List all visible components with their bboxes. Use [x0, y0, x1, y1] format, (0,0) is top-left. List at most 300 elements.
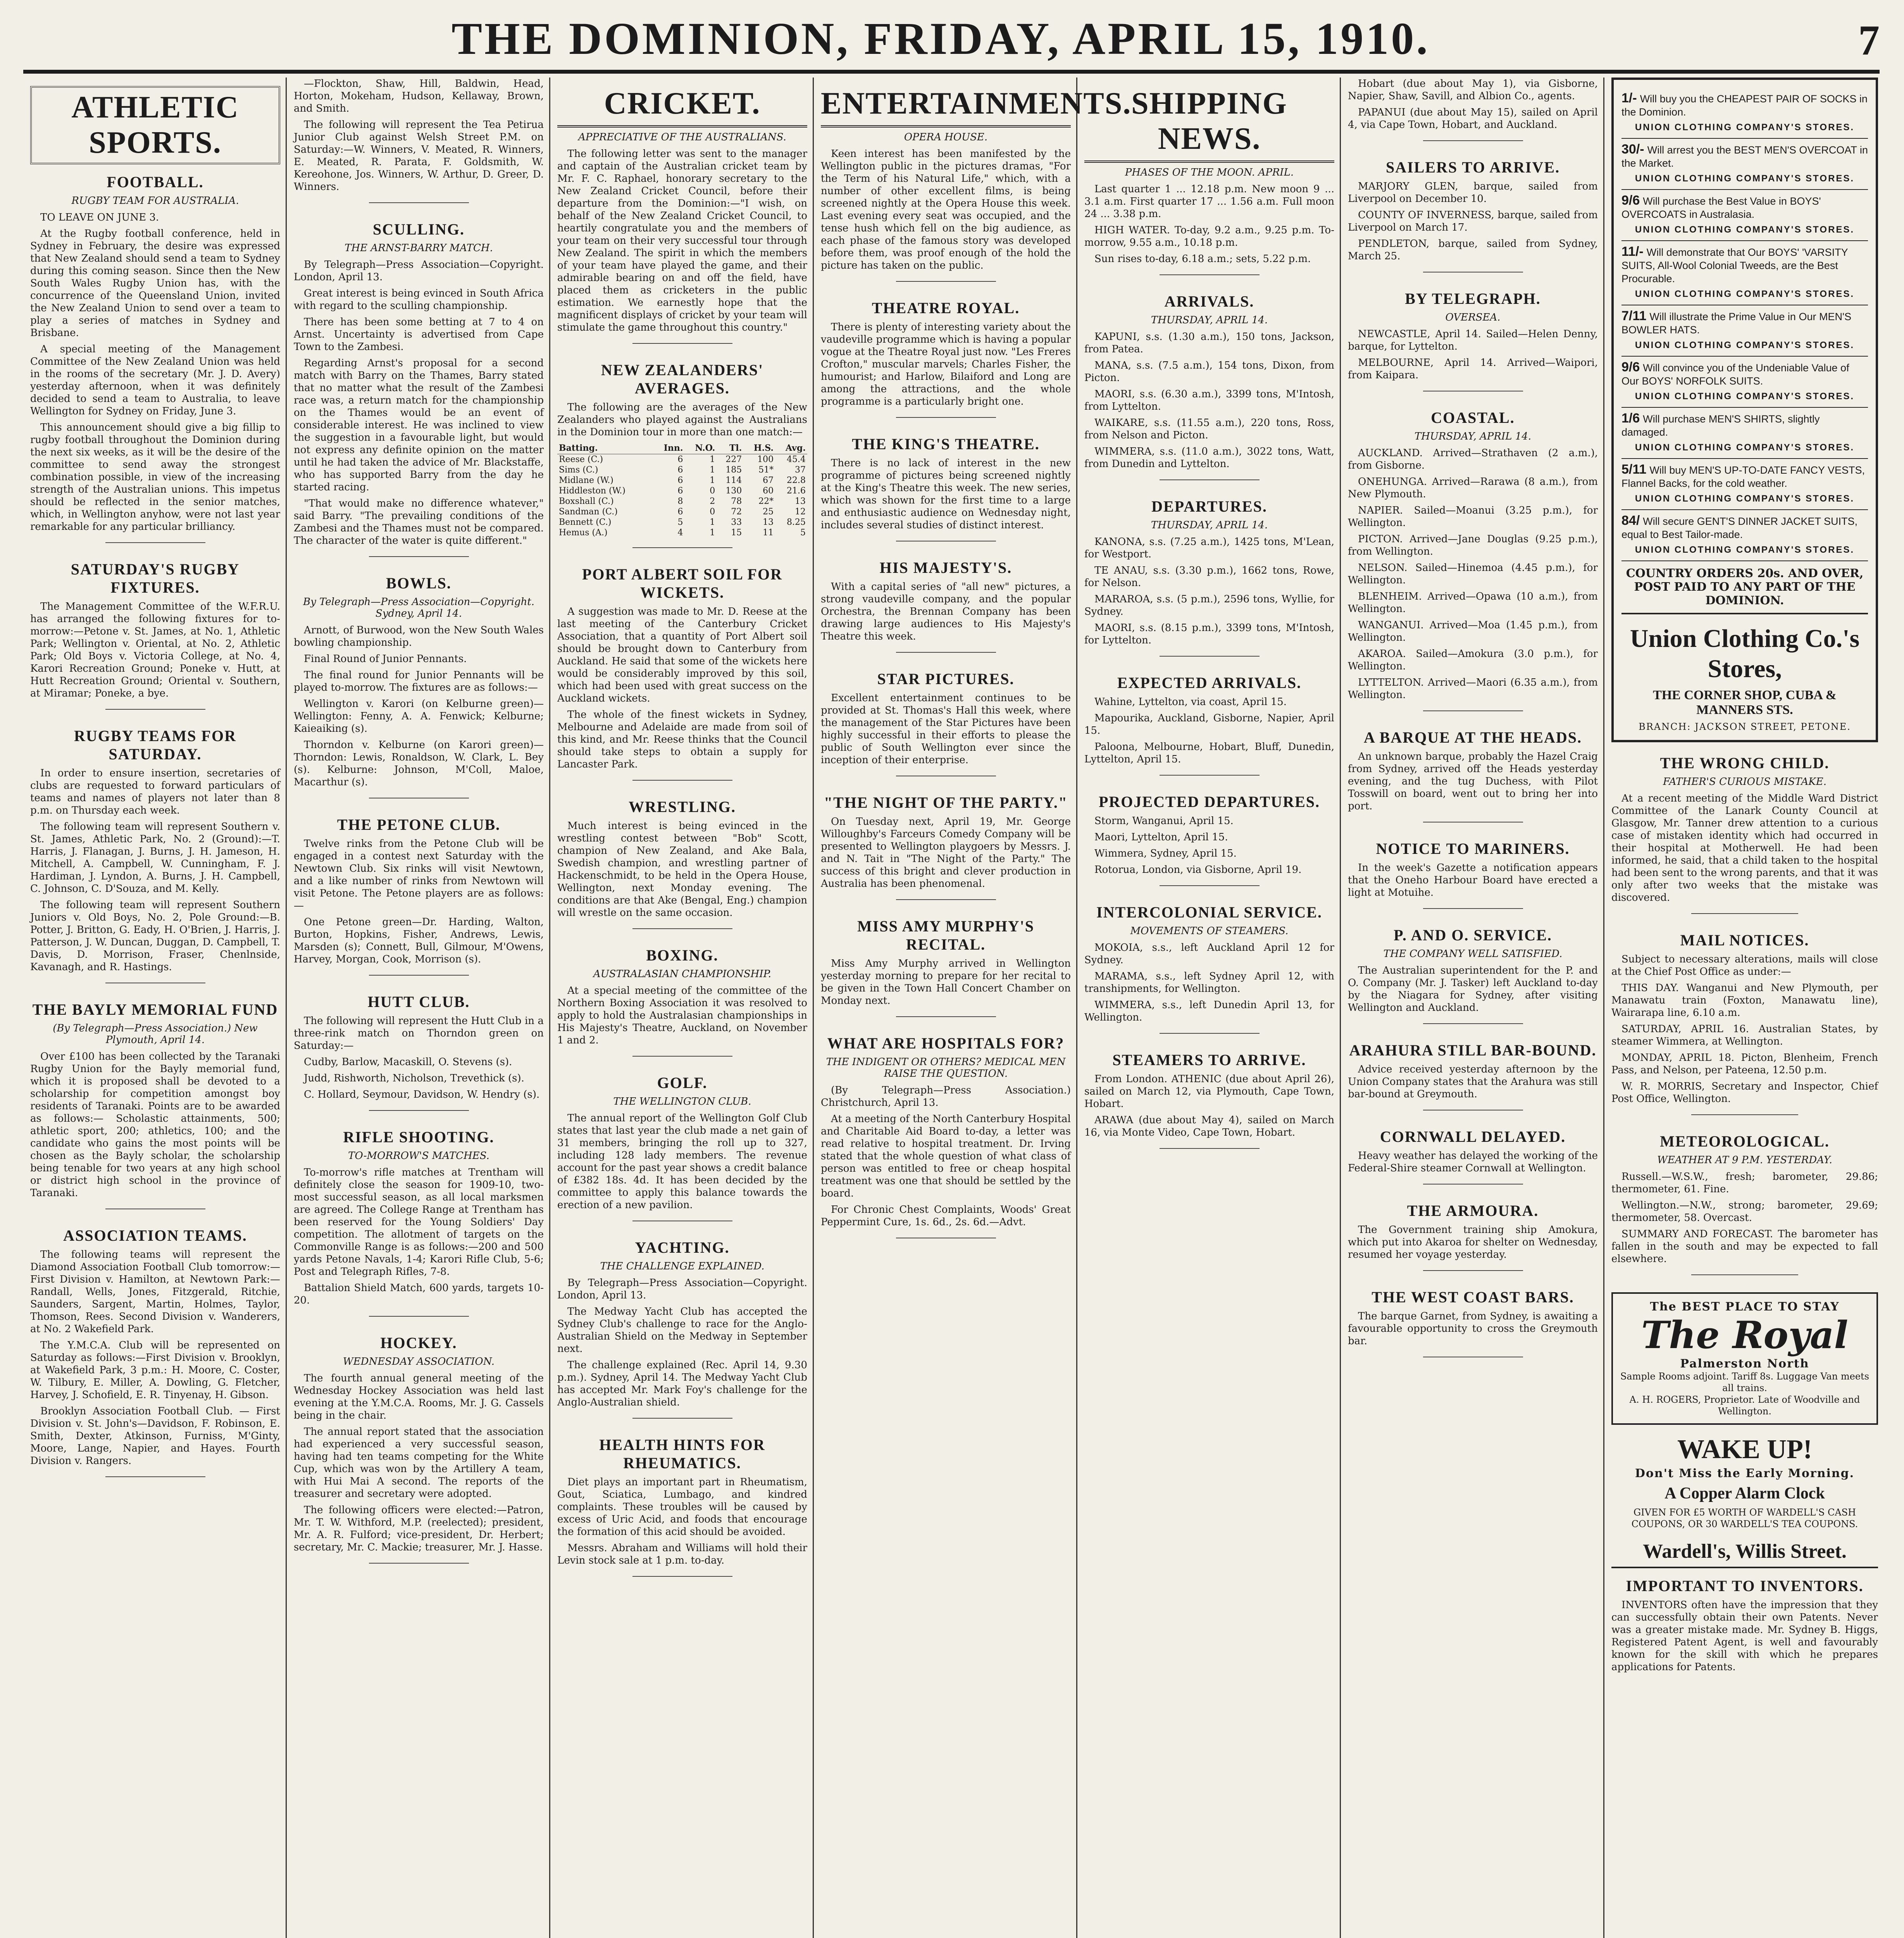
hotel-proprietor: A. H. ROGERS, Proprietor. Late of Woodville and Wellington.: [1629, 1394, 1860, 1417]
hotel-note: Sample Rooms adjoint. Tariff 8s. Luggage Van meets all trains.: [1620, 1371, 1870, 1393]
table-cell: 13: [795, 497, 806, 506]
article-intercolonial-service: [1084, 903, 1334, 1034]
article-heading: BY TELEGRAPH.: [1405, 290, 1541, 307]
table-cell: Sandman (C.): [559, 507, 618, 517]
article-paragraph: PICTON. Arrived—Jane Douglas (9.25 p.m.), from Wellington.: [1348, 533, 1598, 557]
article-paragraph: Wimmera, Sydney, April 15.: [1094, 848, 1237, 859]
article-golf: [557, 1074, 807, 1221]
table-cell: 8.25: [787, 517, 806, 527]
article-heading: A BARQUE AT THE HEADS.: [1363, 729, 1582, 746]
advert-store-tag: UNION CLOTHING COMPANY'S STORES.: [1635, 173, 1855, 184]
advert-text: Will purchase the Best Value in BOYS' OVERCOATS in Australasia.: [1621, 195, 1821, 220]
table-cell: 11: [763, 528, 774, 538]
advert-line: [1621, 459, 1868, 510]
article-heading: THE PETONE CLUB.: [337, 816, 501, 833]
article-paragraph: Battalion Shield Match, 600 yards, targets 10-20.: [294, 1282, 544, 1306]
averages-table: [557, 442, 807, 538]
article-body: [1084, 183, 1334, 265]
article-paragraph: KAPUNI, s.s. (1.30 a.m.), 150 tons, Jackson, from Patea.: [1084, 331, 1334, 355]
table-cell: 227: [725, 455, 742, 464]
article-kicker: PHASES OF THE MOON. APRIL.: [1125, 167, 1294, 178]
article-divider: [896, 899, 996, 900]
article-kicker: By Telegraph—Press Association—Copyright. Sydney, April 14.: [303, 596, 535, 619]
article-paragraph: SUMMARY AND FORECAST. The barometer has fallen in the south and may be expected to fall elsewhere.: [1611, 1228, 1878, 1265]
article-kicker: THURSDAY, APRIL 14.: [1151, 519, 1268, 531]
hotel-caption: The BEST PLACE TO STAY: [1650, 1300, 1840, 1314]
table-cell: Reese (C.): [559, 455, 603, 464]
article-body: [294, 1015, 544, 1101]
article-paragraph: WANGANUI. Arrived—Moa (1.45 p.m.), from Wellington.: [1348, 619, 1598, 643]
article-arrivals: [1084, 292, 1334, 480]
table-cell: 185: [725, 465, 742, 475]
article-wrestling: [557, 798, 807, 929]
article-paragraph: For Chronic Chest Complaints, Woods' Great Peppermint Cure, 1s. 6d., 2s. 6d.—Advt.: [821, 1204, 1071, 1228]
article-paragraph: NEWCASTLE, April 14. Sailed—Helen Denny, barque, for Lyttelton.: [1348, 328, 1598, 352]
article-paragraph: The following will represent the Hutt Club in a three-rink match on Thorndon green on Saturday:—: [294, 1015, 544, 1052]
article-heading: WHAT ARE HOSPITALS FOR?: [827, 1035, 1065, 1052]
inventors-notice-text: INVENTORS often have the impression that they can successfully obtain their own Patents. Never was a greater mistake made. Mr. Sydney B. Higgs, Registered Patent Agent, is well and favourably known for the skill with which he prepares applications for Patents.: [1611, 1599, 1878, 1673]
table-row: [557, 465, 807, 475]
column-3: [550, 78, 814, 1938]
alarm-clock-heading: A Copper Alarm Clock: [1664, 1485, 1825, 1502]
article-body: [30, 767, 280, 973]
table-row: [557, 475, 807, 486]
article-paragraph: Over £100 has been collected by the Taranaki Rugby Union for the Bayly memorial fund, which it is proposed shall be devoted to a scholarship for competition amongst boy residents of Taranaki. Points are to be awarded as follows:— Scholastic attainments, 500; athletic sport, 200; athletics, 100; and the candidate who gains the most points will be chosen as the Bayly scholar, the scholarship being tenable for two years at any high school or district high school in the province of Taranaki.: [30, 1051, 280, 1199]
table-cell: 22*: [758, 497, 774, 506]
article-paragraph: WIMMERA, s.s., left Dunedin April 13, for Wellington.: [1084, 999, 1334, 1023]
table-cell: 6: [677, 507, 683, 517]
article-paragraph: Twelve rinks from the Petone Club will be engaged in a contest next Saturday with the Newtown Club. Six rinks will visit Newtown, and a like number of rinks from Newtown will visit Petone. The Petone players are as follows:—: [294, 838, 544, 912]
article-association-teams: [30, 1226, 280, 1477]
article-divider: [1423, 1184, 1523, 1185]
article-paragraph: The Management Committee of the W.F.R.U. has arranged the following fixtures for to-morrow:—Petone v. St. James, at No. 1, Athletic Park; Wellington v. Oriental, at No. 2, Athletic Park; Old Boys v. Victoria College, at No. 4, Karori Recreation Ground; Poneke v. Hutt, at Hutt Recreation Ground; Oriental v. Southern, at Miramar; Poneke, a bye.: [30, 601, 280, 699]
article-body: [1084, 331, 1334, 470]
table-cell: 67: [763, 476, 774, 485]
article-a-barque-at-the-heads: [1348, 728, 1598, 822]
article-paragraph: Advice received yesterday afternoon by the Union Company states that the Arahura was still bar-bound at Greymouth.: [1348, 1064, 1598, 1100]
table-header: Inn.: [653, 442, 684, 454]
article-body: [294, 259, 544, 547]
article-heading: ASSOCIATION TEAMS.: [63, 1227, 247, 1244]
table-cell: 114: [725, 476, 742, 485]
hotel-name: The Royal: [1641, 1313, 1848, 1357]
article-divider: [1691, 1274, 1798, 1275]
article-body: [1611, 1171, 1878, 1265]
article-heading: "THE NIGHT OF THE PARTY.": [824, 794, 1068, 811]
article-heading: STAR PICTURES.: [877, 670, 1015, 688]
table-row: [557, 454, 807, 465]
hotel-town: Palmerston North: [1680, 1357, 1809, 1371]
advert-text: Will buy MEN'S UP-TO-DATE FANCY VESTS, Flannel Backs, for the cold weather.: [1621, 464, 1865, 489]
article-paragraph: Wellington v. Karori (on Kelburne green)—Wellington: Fenny, A. A. Fenwick; Kelburne; Kaieaiking (s).: [294, 698, 544, 735]
article-body: [1348, 862, 1598, 899]
table-cell: 1: [710, 465, 715, 475]
article-coastal: [1348, 409, 1598, 711]
article-divider: [1423, 1270, 1523, 1271]
article-paragraph: The annual report stated that the association had experienced a very successful season, having had ten teams competing for the White Cup, which was won by the Artillery A team, with Hui Mai A second. The reports of the treasurer and secretary were adopted.: [294, 1426, 544, 1500]
article-kicker: OPERA HOUSE.: [904, 131, 988, 143]
article-heading: BOWLS.: [386, 574, 451, 592]
wake-up-sub: Don't Miss the Early Morning.: [1635, 1467, 1855, 1480]
article-paragraph: ARAWA (due about May 4), sailed on March 16, via Monte Video, Cape Town, Hobart.: [1084, 1114, 1334, 1138]
advert-slogan: THE CORNER SHOP, CUBA & MANNERS STS.: [1653, 688, 1837, 717]
article-heading: HUTT CLUB.: [367, 993, 470, 1010]
table-cell: 5: [800, 528, 806, 538]
article-divider: [369, 975, 469, 976]
article-paragraph: The barque Garnet, from Sydney, is awaiting a favourable opportunity to cross the Greymouth bar.: [1348, 1310, 1598, 1347]
royal-hotel-advert: [1611, 1292, 1878, 1425]
article-body: [557, 605, 807, 771]
advert-text: Will purchase MEN'S SHIRTS, slightly damaged.: [1621, 413, 1820, 438]
article-paragraph: The following officers were elected:—Patron, Mr. T. W. Withford, M.P. (reelected); president, Mr. A. R. Fulford; vice-president, Dr. Herbert; secretary, Mr. C. Mackie; treasurer, Mr. J. Hasse.: [294, 1504, 544, 1553]
article-kicker: THE COMPANY WELL SATISFIED.: [1383, 948, 1563, 960]
article-body: [294, 624, 544, 788]
article-paragraph: MONDAY, APRIL 18. Picton, Blenheim, French Pass, and Nelson, per Pateena, 12.50 p.m.: [1611, 1052, 1878, 1076]
article-heading: SHIPPING NEWS.: [1084, 86, 1334, 163]
article-kicker: OVERSEA.: [1445, 312, 1501, 323]
article-paragraph: With a capital series of "all new" pictures, a strong vaudeville company, and the popular Orchestra, the Brennan Company has been drawing large audiences to His Majesty's Theatre this week.: [821, 581, 1071, 642]
article-paragraph: SATURDAY, APRIL 16. Australian States, by steamer Wimmera, at Wellington.: [1611, 1023, 1878, 1047]
article-divider: [632, 1418, 732, 1419]
article-paragraph: Wahine, Lyttelton, via coast, April 15.: [1094, 696, 1287, 708]
article-body: [821, 816, 1071, 890]
advert-price: 84/: [1621, 513, 1640, 528]
article-heading: HIS MAJESTY'S.: [879, 559, 1012, 576]
article-heading: SATURDAY'S RUGBY FIXTURES.: [71, 560, 240, 596]
advert-price: 1/-: [1621, 91, 1637, 105]
advert-line: [1621, 241, 1868, 305]
table-cell: 6: [677, 465, 683, 475]
article-saturday-s-rugby-fixtures: [30, 560, 280, 710]
article-paragraph: Heavy weather has delayed the working of the Federal-Shire steamer Cornwall at Wellington.: [1348, 1150, 1598, 1174]
article-kicker: TO-MORROW'S MATCHES.: [348, 1150, 489, 1162]
advert-store-tag: UNION CLOTHING COMPANY'S STORES.: [1635, 289, 1855, 299]
article-paragraph: On Tuesday next, April 19, Mr. George Willoughby's Farceurs Comedy Company will be presented to Wellington playgoers by Messrs. J. and N. Tait in "The Night of the Party." The success of this bright and clever production in Australia has been phenomenal.: [821, 816, 1071, 890]
article-hockey: [294, 1334, 544, 1564]
article-kicker: RUGBY TEAM FOR AUSTRALIA.: [71, 195, 239, 207]
table-cell: Bennett (C.): [559, 517, 612, 527]
advert-line: [1621, 357, 1868, 408]
article-hutt-club: [294, 993, 544, 1111]
article-paragraph: There is no lack of interest in the new programme of pictures being screened nightly at the King's Theatre this week. The new series, which was shown for the first time to a large and enthusiastic audience on Wednesday night, includes several studies of distinct interest.: [821, 457, 1071, 531]
table-header: Tl.: [717, 442, 743, 454]
article-divider: [1691, 913, 1798, 914]
article-divider: [369, 556, 469, 557]
article-his-majesty-s: [821, 559, 1071, 653]
article-departures: [1084, 497, 1334, 657]
article-continued: [294, 78, 544, 203]
article-p-and-o-service: [1348, 926, 1598, 1024]
article-paragraph: Final Round of Junior Pennants.: [304, 653, 467, 665]
table-row: [557, 507, 807, 517]
alarm-clock-offer: GIVEN FOR £5 WORTH OF WARDELL'S CASH COUPONS, OR 30 WARDELL'S TEA COUPONS.: [1631, 1507, 1858, 1529]
article-body: [557, 820, 807, 919]
article-athletic-sports: [30, 86, 280, 543]
article-rugby-teams-for-saturday: [30, 727, 280, 983]
advert-line: [1621, 88, 1868, 139]
article-paragraph: The following team will represent Southern v. St. James, Athletic Park, No. 2 (Ground):—T. Harris, J. Flanagan, J. Burns, J. H. Jameson, H. Mitchell, A. Campbell, W. Cunningham, F. J. Hardiman, J. Lyndon, A. Burns, J. H. Campbell, C. Johnson, C. D'Souza, and M. Kelly.: [30, 821, 280, 895]
article-paragraph: The Y.M.C.A. Club will be represented on Saturday as follows:—First Division v. Brooklyn, at Wakefield Park, 3 p.m.: H. Moore, C. Coster, W. Tilbury, E. Miller, A. Dowling, G. Fletcher, Harvey, J. Schofield, E. R. Tinyenay, H. Gibson.: [30, 1340, 280, 1401]
article-heading: ARAHURA STILL BAR-BOUND.: [1349, 1041, 1597, 1059]
article-body: [30, 211, 280, 533]
article-heading: THE WEST COAST BARS.: [1372, 1288, 1574, 1306]
article-heading: STEAMERS TO ARRIVE.: [1112, 1051, 1306, 1069]
article-paragraph: From London. ATHENIC (due about April 26), sailed on March 12, via Plymouth, Cape Town, Hobart.: [1084, 1073, 1334, 1110]
article-paragraph: By Telegraph—Press Association—Copyright. London, April 13.: [294, 259, 544, 283]
article-kicker: THURSDAY, APRIL 14.: [1151, 314, 1268, 326]
article-the-bayly-memorial-fund: [30, 1000, 280, 1209]
article-projected-departures: [1084, 793, 1334, 886]
article-paragraph: Much interest is being evinced in the wrestling contest between "Bob" Scott, champion of New Zealand, and Ake Bala, Swedish champion, and wrestling partner of Hackenschmidt, to be held in the Opera House, Wellington, next Monday evening. The conditions are that Ake (Bengal, Eng.) champion will wrestle on the same occasion.: [557, 820, 807, 919]
article-body: [1348, 78, 1598, 131]
article-heading: HEALTH HINTS FOR RHEUMATICS.: [599, 1436, 765, 1472]
article-divider: [1160, 1148, 1260, 1149]
article-continued: [1348, 78, 1598, 141]
article-paragraph: At the Rugby football conference, held in Sydney in February, the desire was expressed that New Zealand should send a team to Sydney during this coming season. Since then the New South Wales Rugby Union has, with the concurrence of the Queensland Union, invited the New Zealand Union to send over a team to play a series of matches in Sydney and Brisbane.: [30, 228, 280, 339]
article-heading: ENTERTAINMENTS.: [821, 86, 1071, 128]
article-kicker: MOVEMENTS OF STEAMERS.: [1130, 925, 1289, 937]
article-paragraph: An unknown barque, probably the Hazel Craig from Sydney, arrived off the Heads yesterday evening, and the tug Duchess, with Pilot Tosswill on board, went out to bring her into port.: [1348, 751, 1598, 812]
article-body: [30, 600, 280, 700]
article-body: [557, 1112, 807, 1211]
table-cell: 33: [731, 517, 742, 527]
article-body: [30, 1248, 280, 1467]
article-body: [1084, 696, 1334, 766]
article-paragraph: Wellington.—N.W., strong; barometer, 29.69; thermometer, 58. Overcast.: [1611, 1200, 1878, 1224]
table-cell: Midlane (W.): [559, 476, 613, 485]
table-cell: 1: [710, 517, 715, 527]
table-cell: 5: [677, 517, 683, 527]
article-body: [1348, 328, 1598, 381]
article-the-west-coast-bars: [1348, 1288, 1598, 1357]
article-heading: RUGBY TEAMS FOR SATURDAY.: [74, 727, 236, 763]
article-port-albert-soil-for-wickets: [557, 565, 807, 781]
article-paragraph: COUNTY OF INVERNESS, barque, sailed from Liverpool on March 17.: [1348, 209, 1598, 233]
article-divider: [896, 1016, 996, 1017]
article-paragraph: Judd, Rishworth, Nicholson, Trevethick (s).: [304, 1072, 524, 1084]
article-paragraph: MELBOURNE, April 14. Arrived—Waipori, from Kaipara.: [1348, 357, 1598, 381]
article-body: [821, 692, 1071, 766]
article-body: [1348, 750, 1598, 812]
table-cell: 1: [710, 476, 715, 485]
table-row: [557, 496, 807, 507]
article-paragraph: Keen interest has been manifested by the Wellington public in the pictures dramas, "For the Term of his Natural Life," which, with a number of other excellent films, is being screened nightly at the Opera House this week. Last evening every seat was occupied, and the tense hush which fell on the big audience, as each phase of the famous story was developed before them, was proof enough of the hold the picture has taken on the public.: [821, 148, 1071, 271]
column-7-articles: [1611, 754, 1878, 1275]
article-paragraph: The following letter was sent to the manager and captain of the Australian cricket team by Mr. F. C. Raphael, honorary secretary to the New Zealand Cricket Council, before their departure from the Dominion:—"I wish, on behalf of the New Zealand Cricket Council, to heartily congratulate you and the members of your team on their very successful tour through New Zealand. The spirit in which the members of your team have played the game, and their admirable bearing on and off the field, have placed them as cricketers in the public estimation. We earnestly hope that the magnificent displays of cricket by your team will stimulate the game throughout this country.": [557, 148, 807, 333]
article-heading: CORNWALL DELAYED.: [1380, 1128, 1566, 1145]
article-paragraph: In order to ensure insertion, secretaries of clubs are requested to forward particulars of teams and names of players not later than 8 p.m. on Thursday each week.: [30, 767, 280, 816]
article-kicker: APPRECIATIVE OF THE AUSTRALIANS.: [578, 131, 786, 143]
article-heading: ARRIVALS.: [1164, 293, 1254, 310]
article-heading: PORT ALBERT SOIL FOR WICKETS.: [582, 566, 782, 601]
article-body: [821, 581, 1071, 643]
table-cell: 72: [731, 507, 742, 517]
advert-price: 5/11: [1621, 462, 1647, 477]
article-divider: [632, 343, 732, 344]
advert-store-tag: UNION CLOTHING COMPANY'S STORES.: [1635, 493, 1855, 504]
article-paragraph: —Flockton, Shaw, Hill, Baldwin, Head, Horton, Mokeham, Hudson, Kellaway, Brown, and Smith.: [294, 78, 544, 114]
article-kicker: THE INDIGENT OR OTHERS? MEDICAL MEN RAISE THE QUESTION.: [826, 1056, 1066, 1079]
article-body: [557, 1476, 807, 1567]
table-header: N.O.: [685, 442, 717, 454]
article-cricket: [557, 86, 807, 344]
article-paragraph: C. Hollard, Seymour, Davidson, W. Hendry (s).: [304, 1089, 540, 1100]
article-paragraph: BLENHEIM. Arrived—Opawa (10 a.m.), from Wellington.: [1348, 591, 1598, 615]
advert-store-tag: UNION CLOTHING COMPANY'S STORES.: [1635, 545, 1855, 555]
article-paragraph: Storm, Wanganui, April 15.: [1094, 815, 1234, 827]
table-cell: 0: [710, 486, 715, 496]
article-paragraph: Cudby, Barlow, Macaskill, O. Stevens (s).: [304, 1056, 512, 1068]
article-kicker: FATHER'S CURIOUS MISTAKE.: [1663, 776, 1826, 788]
article-paragraph: TO LEAVE ON JUNE 3.: [40, 212, 159, 223]
article-body: [30, 1050, 280, 1199]
article-paragraph: "That would make no difference whatever," said Barry. "The prevailing conditions of the Zambesi and the Thames must not be compared. The character of the water is quite different.": [294, 498, 544, 547]
article-kicker: AUSTRALASIAN CHAMPIONSHIP.: [593, 968, 772, 980]
article-paragraph: The fourth annual general meeting of the Wednesday Hockey Association was held last evening at the Y.M.C.A. Rooms, Mr. J. G. Cassels being in the chair.: [294, 1372, 544, 1421]
article-notice-to-mariners: [1348, 840, 1598, 909]
article-paragraph: MOKOIA, s.s., left Auckland April 12 for Sydney.: [1084, 942, 1334, 966]
advert-price: 1/6: [1621, 411, 1640, 426]
advert-line: [1621, 305, 1868, 357]
article-divider: [896, 652, 996, 653]
article-heading: ATHLETIC SPORTS.: [30, 86, 280, 164]
article-paragraph: At a recent meeting of the Middle Ward District Committee of the Lanark County Council at Glasgow, Mr. Tanner drew attention to a curious case of mistaken identity which had occurred in their hospital at Motherwell. He had been informed, he said, that a child taken to the hospital had been sent to the wrong parents, and that it was only after two weeks that the mistake was discovered.: [1611, 793, 1878, 903]
article-body: [1611, 792, 1878, 904]
newspaper-title: THE DOMINION, FRIDAY, APRIL 15, 1910.: [451, 13, 1430, 64]
table-cell: 45.4: [787, 455, 806, 464]
wake-up-title: WAKE UP!: [1677, 1435, 1813, 1464]
article-paragraph: (By Telegraph—Press Association.) Christchurch, April 13.: [821, 1085, 1071, 1109]
advert-price-list: [1621, 88, 1868, 561]
article-heading: THE WRONG CHILD.: [1660, 754, 1830, 772]
article-paragraph: The following teams will represent the Diamond Association Football Club tomorrow:—First Division v. Hamilton, at Newtown Park:—Randall, Wells, Jones, Fitzgerald, Ritchie, Saunders, Sargent, Martin, Holmes, Taylor, Thomson, Rees. Second Division v. Wanderers, at No. 2 Wakefield Park.: [30, 1249, 280, 1335]
article-body: [1348, 180, 1598, 262]
advert-store-tag: UNION CLOTHING COMPANY'S STORES.: [1635, 224, 1855, 235]
article-arahura-still-bar-bound: [1348, 1041, 1598, 1110]
table-row: [557, 486, 807, 496]
article-paragraph: The Australian superintendent for the P. and O. Company (Mr. J. Tasker) left Auckland to-day by the Niagara for Sydney, after visiting Wellington and Auckland.: [1348, 965, 1598, 1014]
article-paragraph: There has been some betting at 7 to 4 on Arnst. Uncertainty is advertised from Cape Town to the Zambesi.: [294, 316, 544, 353]
table-cell: 15: [731, 528, 742, 538]
article-body: [294, 78, 544, 193]
article-shipping-news: [1084, 86, 1334, 275]
article-body: [821, 957, 1071, 1007]
article-meteorological: [1611, 1132, 1878, 1275]
table-cell: 6: [677, 476, 683, 485]
advert-line: [1621, 408, 1868, 459]
article-kicker: WEATHER AT 9 P.M. YESTERDAY.: [1657, 1154, 1832, 1166]
article-divider: [896, 281, 996, 282]
article-paragraph: MARAROA, s.s. (5 p.m.), 2596 tons, Wyllie, for Sydney.: [1084, 593, 1334, 617]
article-rifle-shooting: [294, 1128, 544, 1317]
article-paragraph: PAPANUI (due about May 15), sailed on April 4, via Cape Town, Hobart, and Auckland.: [1348, 107, 1598, 131]
article-divider: [369, 1316, 469, 1317]
article-body: [821, 457, 1071, 531]
article-divider: [105, 1476, 205, 1477]
article-expected-arrivals: [1084, 674, 1334, 776]
article-paragraph: The following team will represent Southern Juniors v. Old Boys, No. 2, Pole Ground:—B. Potter, J. Britton, G. Eady, H. O'Brien, J. Harris, J. Patterson, J. W. Duncan, Duggan, D. Campbell, T. Davis, D. Morrison, Fraser, Chenlnside, Kavanagh, and R. Hastings.: [30, 899, 280, 973]
article-body: [557, 1277, 807, 1409]
article-body: [1348, 1063, 1598, 1100]
table-cell: 37: [795, 465, 806, 475]
article-paragraph: TE ANAU, s.s. (3.30 p.m.), 1662 tons, Rowe, for Nelson.: [1084, 565, 1334, 589]
article-heading: THE BAYLY MEMORIAL FUND: [32, 1001, 278, 1018]
article-the-king-s-theatre: [821, 435, 1071, 541]
article-paragraph: In the week's Gazette a notification appears that the Oneho Harbour Board have erected a light at Motuihe.: [1348, 862, 1598, 898]
article-divider: [1160, 274, 1260, 275]
advert-store-tag: UNION CLOTHING COMPANY'S STORES.: [1635, 340, 1855, 350]
article-divider: [1691, 1114, 1798, 1115]
advert-text: Will illustrate the Prime Value in Our MEN'S BOWLER HATS.: [1621, 311, 1852, 336]
article-paragraph: Great interest is being evinced in South Africa with regard to the sculling championship.: [294, 288, 544, 312]
article-divider: [1160, 1033, 1260, 1034]
article-paragraph: Brooklyn Association Football Club. — First Division v. St. John's—Davidson, F. Robinson, E. Smith, Dexter, Atkinson, Furniss, M'Ginty, Moore, Lange, Napier, and Hayes. Fourth Division v. Rangers.: [30, 1405, 280, 1467]
article-body: [294, 1166, 544, 1307]
article-the-wrong-child: [1611, 754, 1878, 914]
article-paragraph: The whole of the finest wickets in Sydney, Melbourne and Adelaide are made from soil of this kind, and Mr. Reese thinks that the Council should take steps to obtain a supply for Lancaster Park.: [557, 709, 807, 770]
article-miss-amy-murphy-s-recital: [821, 917, 1071, 1017]
article-body: [1084, 815, 1334, 876]
advert-country-orders: COUNTRY ORDERS 20s. AND OVER, POST PAID TO ANY PART OF THE DOMINION.: [1621, 561, 1868, 614]
article-kicker: WEDNESDAY ASSOCIATION.: [343, 1356, 495, 1367]
table-header: Batting.: [557, 442, 653, 454]
article-body: [821, 321, 1071, 408]
advert-line: [1621, 510, 1868, 561]
article-divider: [105, 542, 205, 543]
article-bowls: [294, 574, 544, 798]
article-boxing: [557, 946, 807, 1057]
article-paragraph: THIS DAY. Wanganui and New Plymouth, per Manawatu train (Foxton, Manawatu line), Wairarapa line, 6.10 a.m.: [1611, 982, 1878, 1019]
article-paragraph: Last quarter 1 ... 12.18 p.m. New moon 9 ... 3.1 a.m. First quarter 17 ... 1.56 a.m. Full moon 24 ... 3.38 p.m.: [1084, 183, 1334, 220]
article-new-zealanders-averages: [557, 361, 807, 548]
table-cell: 1: [710, 455, 715, 464]
article-paragraph: MARAMA, s.s., left Sydney April 12, with transhipments, for Wellington.: [1084, 971, 1334, 995]
article-divider: [632, 780, 732, 781]
article-the-night-of-the-party: [821, 793, 1071, 900]
article-paragraph: Paloona, Melbourne, Hobart, Bluff, Dunedin, Lyttelton, April 15.: [1084, 741, 1334, 765]
advert-price: 7/11: [1621, 309, 1647, 323]
article-heading: DEPARTURES.: [1151, 498, 1267, 515]
article-body: [821, 148, 1071, 272]
advert-price: 9/6: [1621, 193, 1640, 208]
union-clothing-advert: [1611, 78, 1878, 742]
table-cell: 130: [725, 486, 742, 496]
article-paragraph: The Government training ship Amokura, which put into Akaroa for shelter on Wednesday, resumed her voyage yesterday.: [1348, 1224, 1598, 1260]
table-cell: Sims (C.): [559, 465, 598, 475]
article-body: [557, 148, 807, 334]
article-cornwall-delayed: [1348, 1128, 1598, 1185]
article-paragraph: MAORI, s.s. (6.30 a.m.), 3399 tons, M'Intosh, from Lyttelton.: [1084, 388, 1334, 412]
article-paragraph: Regarding Arnst's proposal for a second match with Barry on the Thames, Barry stated that no matter what the result of the Zambesi race was, a return match for the championship on the Thames would be an event of considerable interest. He was inclined to view the suggestion in a favourable light, but would not express any definite opinion on the matter until he had taken the advice of Mr. Blackstaffe, who has supported Barry from the day he started racing.: [294, 357, 544, 493]
article-paragraph: AKAROA. Sailed—Amokura (3.0 p.m.), for Wellington.: [1348, 648, 1598, 672]
advert-branch: BRANCH: JACKSON STREET, PETONE.: [1639, 721, 1851, 732]
article-body: [557, 401, 807, 438]
article-divider: [369, 1563, 469, 1564]
article-subheading: FOOTBALL.: [107, 173, 204, 191]
table-cell: 100: [757, 455, 774, 464]
advert-line: [1621, 190, 1868, 241]
page-number: 7: [1858, 17, 1880, 64]
article-heading: YACHTING.: [635, 1239, 730, 1256]
article-paragraph: Mapourika, Auckland, Gisborne, Napier, April 15.: [1084, 712, 1334, 736]
article-heading: METEOROLOGICAL.: [1660, 1133, 1830, 1150]
article-heading: MISS AMY MURPHY'S RECITAL.: [857, 917, 1034, 953]
column-4: [814, 78, 1132, 1938]
article-heading: THE KING'S THEATRE.: [852, 435, 1040, 453]
article-heading: GOLF.: [657, 1074, 708, 1091]
article-heading: NOTICE TO MARINERS.: [1376, 840, 1570, 857]
article-paragraph: The following will represent the Tea Petirua Junior Club against Welsh Street P.M. on Saturday:—W. Winners, V. Meated, R. Winners, E. Meated, R. Parata, F. Goldsmith, W. Kereohone, Jos. Winners, W. Arthur, D. Greer, D. Winners.: [294, 119, 544, 193]
